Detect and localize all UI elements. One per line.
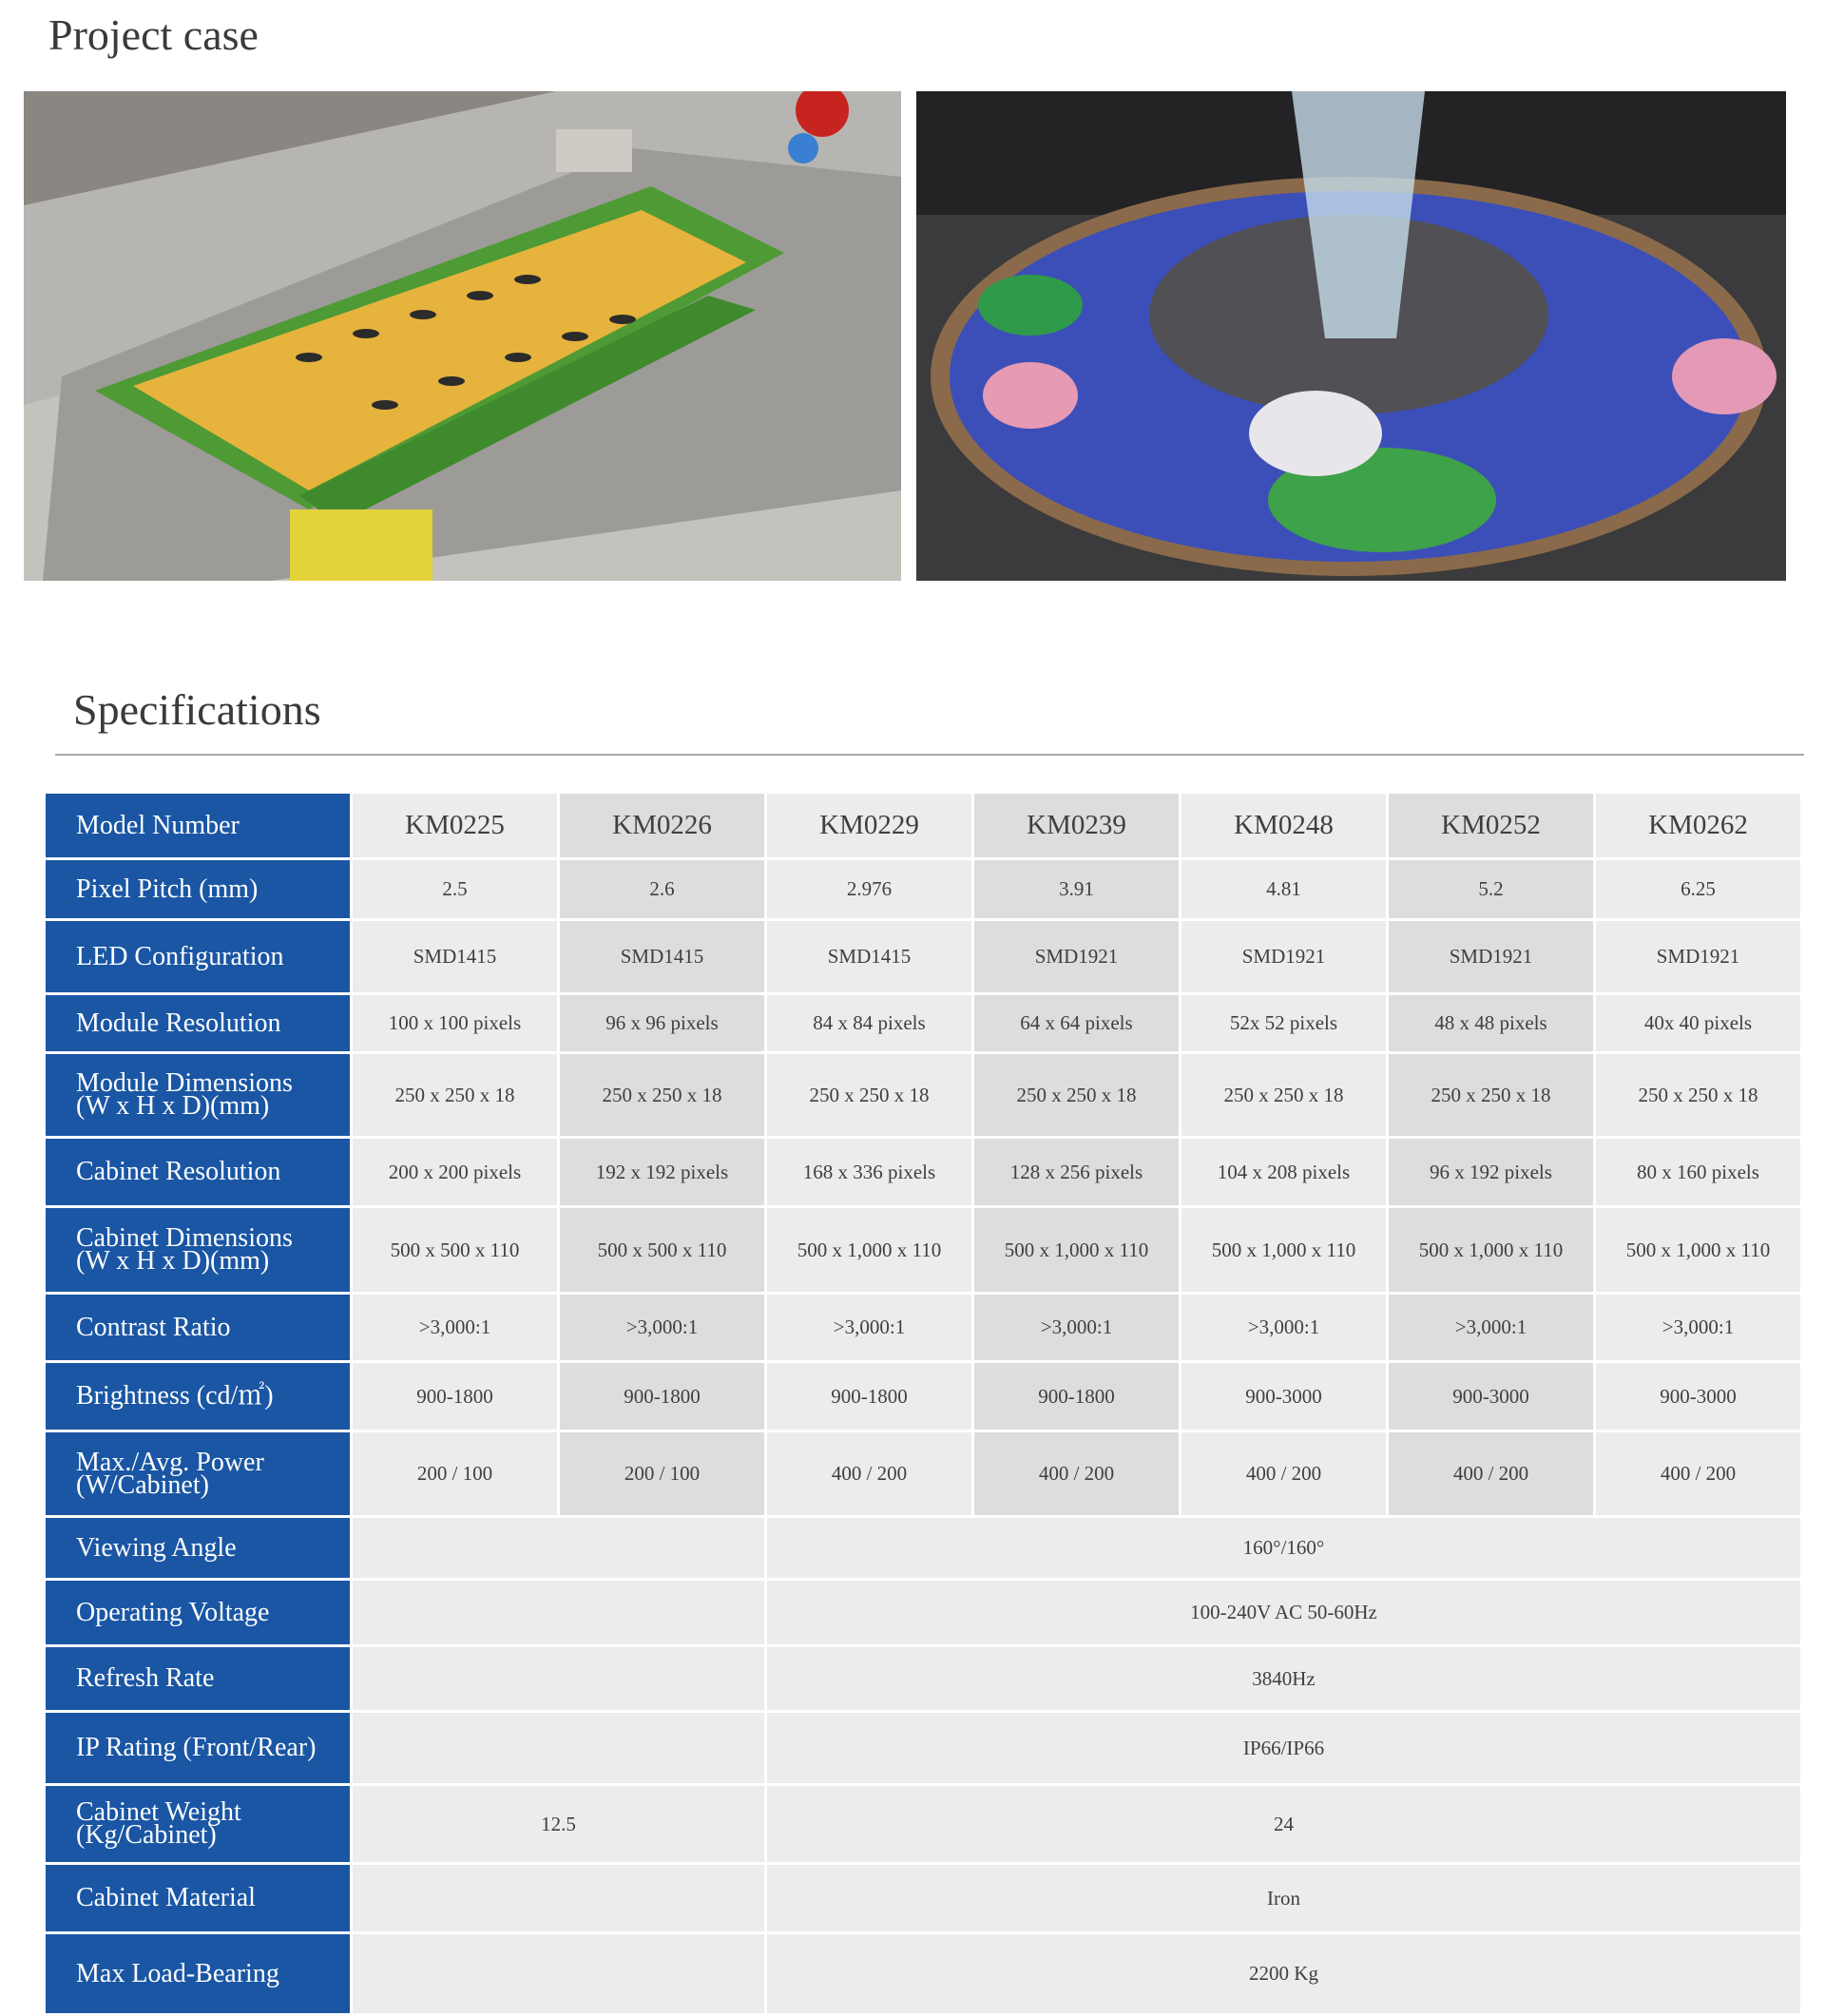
- value-cell: 200 / 100: [559, 1431, 766, 1517]
- value-cell: 500 x 1,000 x 110: [1388, 1207, 1595, 1294]
- ip-rating-row: [45, 1712, 1802, 1785]
- value-cell: 250 x 250 x 18: [559, 1053, 766, 1138]
- power-row: [45, 1431, 1802, 1517]
- row-label: Model Number: [45, 793, 352, 859]
- value-cell: SMD1415: [352, 920, 559, 994]
- value-cell: 80 x 160 pixels: [1595, 1138, 1802, 1207]
- pixel-pitch-row: [45, 859, 1802, 920]
- row-label: Cabinet Resolution: [45, 1138, 352, 1207]
- blank-cell: [352, 1646, 766, 1712]
- operating-voltage-row: [45, 1580, 1802, 1646]
- value-cell: 128 x 256 pixels: [973, 1138, 1181, 1207]
- value-cell: 400 / 200: [766, 1431, 973, 1517]
- value-cell: 250 x 250 x 18: [1181, 1053, 1388, 1138]
- model-cell: KM0262: [1595, 793, 1802, 859]
- left-value-cell: 12.5: [352, 1785, 766, 1864]
- value-cell: SMD1921: [1181, 920, 1388, 994]
- contrast-ratio-row: [45, 1294, 1802, 1362]
- value-cell: >3,000:1: [1595, 1294, 1802, 1362]
- row-label: Max Load-Bearing: [45, 1933, 352, 2015]
- value-cell: 2.5: [352, 859, 559, 920]
- row-label: Brightness (cd/㎡): [45, 1362, 352, 1431]
- row-label: Pixel Pitch (mm): [45, 859, 352, 920]
- value-cell: 250 x 250 x 18: [766, 1053, 973, 1138]
- value-cell: 900-1800: [352, 1362, 559, 1431]
- value-cell: 64 x 64 pixels: [973, 994, 1181, 1053]
- model-cell: KM0248: [1181, 793, 1388, 859]
- label-line: (W x H x D)(mm): [76, 1091, 270, 1121]
- value-cell: 52x 52 pixels: [1181, 994, 1388, 1053]
- value-cell: 500 x 1,000 x 110: [766, 1207, 973, 1294]
- value-cell: 4.81: [1181, 859, 1388, 920]
- value-cell: 400 / 200: [973, 1431, 1181, 1517]
- value-cell: 250 x 250 x 18: [973, 1053, 1181, 1138]
- cabinet-dimensions-row: [45, 1207, 1802, 1294]
- model-cell: KM0226: [559, 793, 766, 859]
- brightness-row: [45, 1362, 1802, 1431]
- label-line: Cabinet Dimensions: [76, 1223, 293, 1253]
- value-cell: 900-1800: [766, 1362, 973, 1431]
- value-cell: 192 x 192 pixels: [559, 1138, 766, 1207]
- shared-value-cell: 2200 Kg: [766, 1933, 1802, 2015]
- row-label: Operating Voltage: [45, 1580, 352, 1646]
- row-label: IP Rating (Front/Rear): [45, 1712, 352, 1785]
- value-cell: 900-3000: [1181, 1362, 1388, 1431]
- model-cell: KM0252: [1388, 793, 1595, 859]
- value-cell: 400 / 200: [1595, 1431, 1802, 1517]
- specifications-table: [43, 791, 1803, 2016]
- value-cell: 2.976: [766, 859, 973, 920]
- shared-value-cell: 160°/160°: [766, 1517, 1802, 1580]
- row-label: Module Resolution: [45, 994, 352, 1053]
- label-line: Module Dimensions: [76, 1068, 293, 1098]
- viewing-angle-row: [45, 1517, 1802, 1580]
- value-cell: 900-1800: [973, 1362, 1181, 1431]
- row-label: Contrast Ratio: [45, 1294, 352, 1362]
- value-cell: 168 x 336 pixels: [766, 1138, 973, 1207]
- shared-value-cell: IP66/IP66: [766, 1712, 1802, 1785]
- value-cell: 84 x 84 pixels: [766, 994, 973, 1053]
- model-cell: KM0225: [352, 793, 559, 859]
- value-cell: 500 x 1,000 x 110: [1595, 1207, 1802, 1294]
- value-cell: SMD1921: [1595, 920, 1802, 994]
- label-line: (W/Cabinet): [76, 1469, 209, 1500]
- row-label: Refresh Rate: [45, 1646, 352, 1712]
- module-resolution-row: [45, 994, 1802, 1053]
- blank-cell: [352, 1864, 766, 1933]
- row-label: [45, 1207, 352, 1294]
- value-cell: 500 x 1,000 x 110: [973, 1207, 1181, 1294]
- value-cell: 250 x 250 x 18: [1595, 1053, 1802, 1138]
- value-cell: 40x 40 pixels: [1595, 994, 1802, 1053]
- blank-cell: [352, 1580, 766, 1646]
- label-line: Max./Avg. Power: [76, 1447, 264, 1477]
- specifications-title: Specifications: [73, 685, 321, 734]
- value-cell: 6.25: [1595, 859, 1802, 920]
- value-cell: 900-1800: [559, 1362, 766, 1431]
- shared-value-cell: 100-240V AC 50-60Hz: [766, 1580, 1802, 1646]
- value-cell: 2.6: [559, 859, 766, 920]
- row-label: [45, 1431, 352, 1517]
- value-cell: SMD1415: [766, 920, 973, 994]
- value-cell: 900-3000: [1388, 1362, 1595, 1431]
- value-cell: 100 x 100 pixels: [352, 994, 559, 1053]
- led-configuration-row: [45, 920, 1802, 994]
- model-cell: KM0229: [766, 793, 973, 859]
- value-cell: 96 x 96 pixels: [559, 994, 766, 1053]
- value-cell: >3,000:1: [559, 1294, 766, 1362]
- value-cell: 900-3000: [1595, 1362, 1802, 1431]
- value-cell: 400 / 200: [1388, 1431, 1595, 1517]
- shared-value-cell: Iron: [766, 1864, 1802, 1933]
- value-cell: 400 / 200: [1181, 1431, 1388, 1517]
- value-cell: 250 x 250 x 18: [352, 1053, 559, 1138]
- value-cell: 5.2: [1388, 859, 1595, 920]
- value-cell: 96 x 192 pixels: [1388, 1138, 1595, 1207]
- shared-value-cell: 3840Hz: [766, 1646, 1802, 1712]
- value-cell: 3.91: [973, 859, 1181, 920]
- interactive-floor-photo: [24, 91, 901, 581]
- row-label: [45, 1785, 352, 1864]
- refresh-rate-row: [45, 1646, 1802, 1712]
- divider: [55, 754, 1804, 756]
- blank-cell: [352, 1712, 766, 1785]
- row-label: [45, 1053, 352, 1138]
- blank-cell: [352, 1933, 766, 2015]
- value-cell: SMD1921: [1388, 920, 1595, 994]
- cabinet-weight-row: [45, 1785, 1802, 1864]
- blank-cell: [352, 1517, 766, 1580]
- value-cell: >3,000:1: [766, 1294, 973, 1362]
- label-line: Cabinet Weight: [76, 1797, 241, 1827]
- value-cell: SMD1921: [973, 920, 1181, 994]
- label-line: (W x H x D)(mm): [76, 1246, 270, 1276]
- value-cell: 500 x 500 x 110: [559, 1207, 766, 1294]
- value-cell: 500 x 1,000 x 110: [1181, 1207, 1388, 1294]
- max-load-bearing-row: [45, 1933, 1802, 2015]
- value-cell: 104 x 208 pixels: [1181, 1138, 1388, 1207]
- label-line: (Kg/Cabinet): [76, 1820, 217, 1850]
- row-label: Cabinet Material: [45, 1864, 352, 1933]
- model-cell: KM0239: [973, 793, 1181, 859]
- cabinet-resolution-row: [45, 1138, 1802, 1207]
- shared-value-cell: 24: [766, 1785, 1802, 1864]
- module-dimensions-row: [45, 1053, 1802, 1138]
- value-cell: 200 / 100: [352, 1431, 559, 1517]
- project-case-title: Project case: [48, 10, 259, 59]
- value-cell: 250 x 250 x 18: [1388, 1053, 1595, 1138]
- value-cell: >3,000:1: [1388, 1294, 1595, 1362]
- value-cell: 48 x 48 pixels: [1388, 994, 1595, 1053]
- value-cell: 500 x 500 x 110: [352, 1207, 559, 1294]
- model-number-row: [45, 793, 1802, 859]
- value-cell: >3,000:1: [352, 1294, 559, 1362]
- row-label: Viewing Angle: [45, 1517, 352, 1580]
- interactive-pond-photo: [916, 91, 1786, 581]
- value-cell: >3,000:1: [973, 1294, 1181, 1362]
- value-cell: 200 x 200 pixels: [352, 1138, 559, 1207]
- cabinet-material-row: [45, 1864, 1802, 1933]
- value-cell: SMD1415: [559, 920, 766, 994]
- row-label: LED Configuration: [45, 920, 352, 994]
- value-cell: >3,000:1: [1181, 1294, 1388, 1362]
